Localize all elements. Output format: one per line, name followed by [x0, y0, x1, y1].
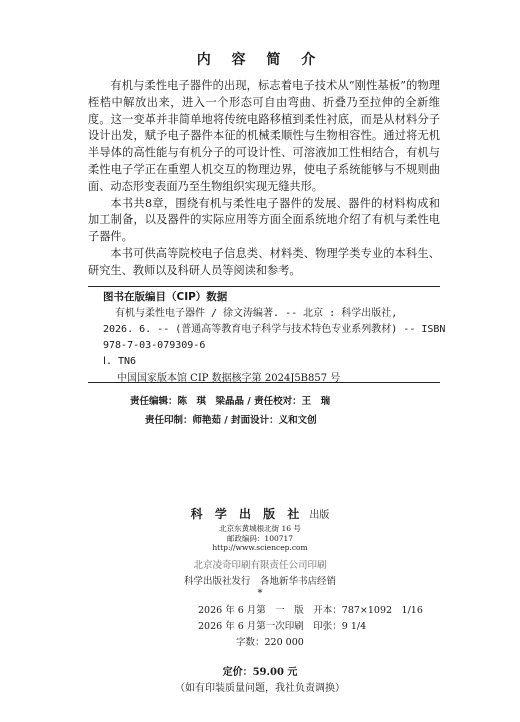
edition-line: 2026 年 6 月第 一 版 开本：787×1092 1/16	[198, 605, 423, 616]
distributor-line: 科学出版社发行 各地新华书店经销	[183, 576, 336, 587]
intro-paragraph: 本书可供高等院校电子信息类、材料类、物理学类专业的本科生、研究生、教师以及科研人员等阅读和参考。	[88, 246, 440, 277]
separator-star: *	[257, 588, 263, 599]
publisher-name	[0, 505, 520, 522]
word-count-line: 字数：220 000	[236, 637, 304, 648]
cip-line: 2026. 6. -- (普通高等教育电子科学与技术特色专业系列教材) -- ISBN	[103, 324, 446, 335]
price: 定价：59.00 元	[222, 667, 298, 678]
cip-heading: 图书在版编目（CIP）数据	[103, 291, 228, 303]
intro-paragraph: 本书共8章，围绕有机与柔性电子器件的发展、器件的材料构成和加工制备，以及器件的实际应用等方面全面系统地介绍了有机与柔性电子器件。	[88, 196, 440, 244]
printing-info-line: 2026 年 6 月第一次印刷 印张：9 1/4	[198, 621, 367, 632]
publisher-logo-text: 科 学 出 版 社	[190, 507, 304, 521]
printer-line: 北京凌奇印刷有限责任公司印刷	[193, 560, 327, 571]
editors-line: 责任编辑：陈 琪 梁晶晶 / 责任校对：王 瑞	[130, 396, 331, 407]
intro-section	[88, 78, 440, 280]
intro-paragraph: 有机与柔性电子器件的出现，标志着电子技术从“刚性基板”的物理桎梏中解放出来，进入一个形态可自由弯曲、折叠乃至拉伸的全新维度。这一变革并非简单地将传统电路移植到柔性衬底，而是从材料分子设计出发，赋予电子器件本征的机械柔顺性与生物相容性。通过将无机半导体的高性能与有机分子的可设计性、可溶液加工性相结合，有机与柔性电子学正在重塑人机交互的物理边界，使电子系统能够与不规则曲面、动态形变表面乃至生物组织实现无缝共形。	[88, 79, 440, 193]
cip-top-rule	[88, 286, 440, 287]
cip-record-body	[103, 306, 446, 370]
publisher-website: http://www.sciencep.com	[212, 543, 308, 552]
publisher-address: 北京东黄城根北街 16 号	[219, 524, 301, 533]
cip-bottom-rule	[88, 382, 440, 383]
cip-line: Ⅰ. TN6	[103, 356, 137, 367]
publisher-postcode: 邮政编码：100717	[226, 534, 294, 543]
printing-line: 责任印制：师艳茹 / 封面设计：义和文创	[145, 415, 317, 426]
quality-notice: （如有印装质量问题，我社负责调换）	[175, 683, 345, 694]
publisher-suffix: 出版	[309, 510, 330, 521]
page-title: 内 容 简 介	[196, 52, 324, 68]
cip-record-number: 中国国家版本馆 CIP 数据核字第 2024J5B857 号	[117, 373, 341, 384]
cip-line: 978-7-03-079309-6	[103, 340, 206, 351]
cip-line: 有机与柔性电子器件 / 徐文涛编著. -- 北京 : 科学出版社,	[115, 308, 398, 319]
